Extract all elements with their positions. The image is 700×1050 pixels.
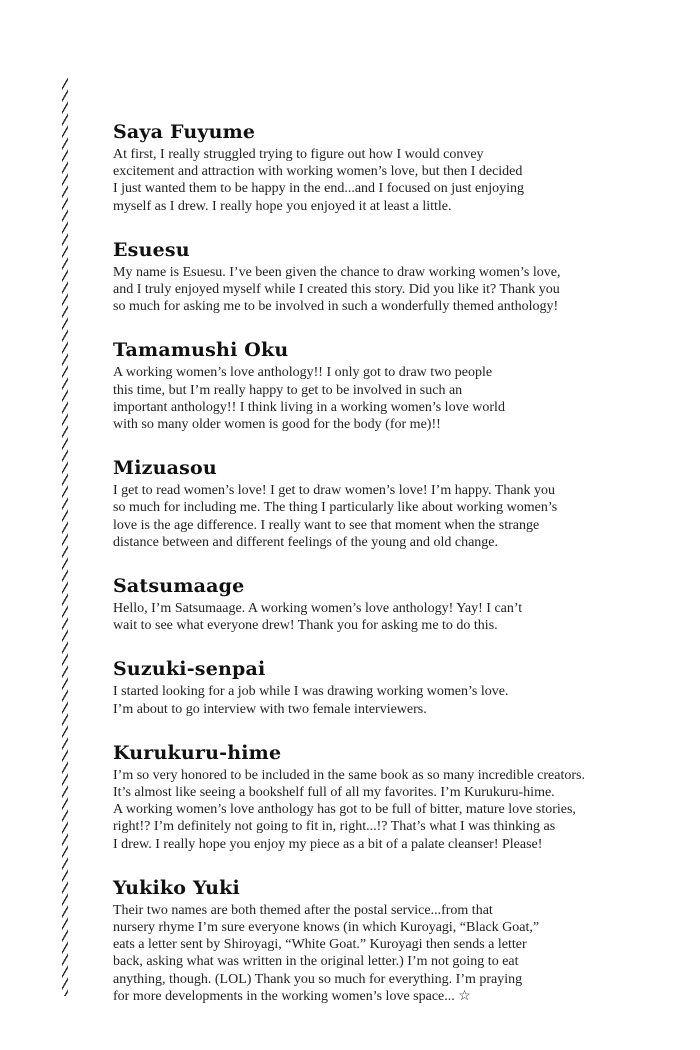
creator-name: Kurukuru-hime [113, 741, 282, 764]
comment-line: It’s almost like seeing a bookshelf full of all my favorites. I’m Kurukuru-hime. [113, 785, 555, 801]
comment-line: so much for including me. The thing I particularly like about working women’s [113, 500, 558, 516]
comment-line: myself as I drew. I really hope you enjoyed it at least a little. [113, 198, 452, 214]
creator-name: Yukiko Yuki [113, 876, 240, 899]
creator-comment [113, 482, 593, 551]
creator-entry [113, 119, 593, 215]
creator-comment [113, 364, 593, 433]
creator-comment [113, 264, 593, 316]
creator-entry [113, 573, 593, 634]
comment-line: Their two names are both themed after the postal service...from that [113, 902, 493, 918]
comment-line: I just wanted them to be happy in the end...and I focused on just enjoying [113, 181, 524, 197]
comment-line: At first, I really struggled trying to figure out how I would convey [113, 147, 484, 162]
comment-line: important anthology!! I think living in a working women’s love world [113, 399, 505, 415]
creator-entry [113, 337, 593, 433]
comment-line: I get to read women’s love! I get to draw women’s love! I’m happy. Thank you [113, 483, 556, 499]
comment-line: for more developments in the working women’s love space... ☆ [113, 988, 471, 1004]
comment-line: I’m so very honored to be included in the same book as so many incredible creators. [113, 767, 585, 783]
creator-comment [113, 146, 593, 215]
creator-entry [113, 740, 593, 853]
comment-line: and I truly enjoyed myself while I created this story. Did you like it? Thank you [113, 282, 560, 298]
comment-line: so much for asking me to be involved in such a wonderfully themed anthology! [113, 299, 559, 315]
comment-line: excitement and attraction with working women’s love, but then I decided [113, 164, 523, 180]
creator-comment [113, 767, 593, 853]
creator-name: Tamamushi Oku [113, 339, 289, 362]
creator-name: Satsumaage [113, 575, 245, 598]
creator-comment [113, 683, 593, 717]
comment-line: anything, though. (LOL) Thank you so much for everything. I’m praying [113, 971, 523, 987]
comment-line: eats a letter sent by Shiroyagi, “White Goat.” Kuroyagi then sends a letter [113, 937, 527, 953]
creator-entry [113, 455, 593, 551]
comment-line: distance between and different feelings of the young and old change. [113, 534, 498, 550]
comment-line: nursery rhyme I’m sure everyone knows (in which Kuroyagi, “Black Goat,” [113, 920, 540, 936]
creator-name: Mizuasou [113, 457, 217, 480]
comment-line: I started looking for a job while I was drawing working women’s love. [113, 684, 509, 700]
comment-line: love is the age difference. I really want to see that moment when the strange [113, 517, 540, 533]
creator-comment [113, 902, 593, 1005]
creator-entry [113, 656, 593, 717]
comment-line: I drew. I really hope you enjoy my piece as a bit of a palate cleanser! Please! [113, 836, 543, 852]
comment-line: with so many older women is good for the body (for me)!! [113, 417, 441, 433]
creator-entry [113, 875, 593, 1005]
comment-line: Hello, I’m Satsumaage. A working women’s love anthology! Yay! I can’t [113, 601, 523, 617]
comment-line: I’m about to go interview with two female interviewers. [113, 701, 427, 717]
comment-line: back, asking what was written in the original letter.) I’m not going to eat [113, 954, 519, 970]
comment-line: A working women’s love anthology!! I only got to draw two people [113, 365, 493, 381]
creator-entry [113, 237, 593, 316]
comment-line: wait to see what everyone drew! Thank you for asking me to do this. [113, 618, 498, 634]
comment-line: this time, but I’m really happy to get to be involved in such an [113, 382, 463, 398]
creator-comments-list [113, 119, 593, 1027]
creator-comment [113, 600, 593, 634]
creator-name: Suzuki-senpai [113, 658, 266, 681]
comment-line: My name is Esuesu. I’ve been given the chance to draw working women’s love, [113, 264, 561, 280]
comment-line: right!? I’m definitely not going to fit in, right...!? That’s what I was thinking as [113, 819, 556, 835]
page-edge-hatch-border [62, 78, 68, 996]
creator-name: Esuesu [113, 238, 190, 261]
comment-line: A working women’s love anthology has got to be full of bitter, mature love stories, [113, 802, 576, 818]
creator-name: Saya Fuyume [113, 121, 256, 143]
